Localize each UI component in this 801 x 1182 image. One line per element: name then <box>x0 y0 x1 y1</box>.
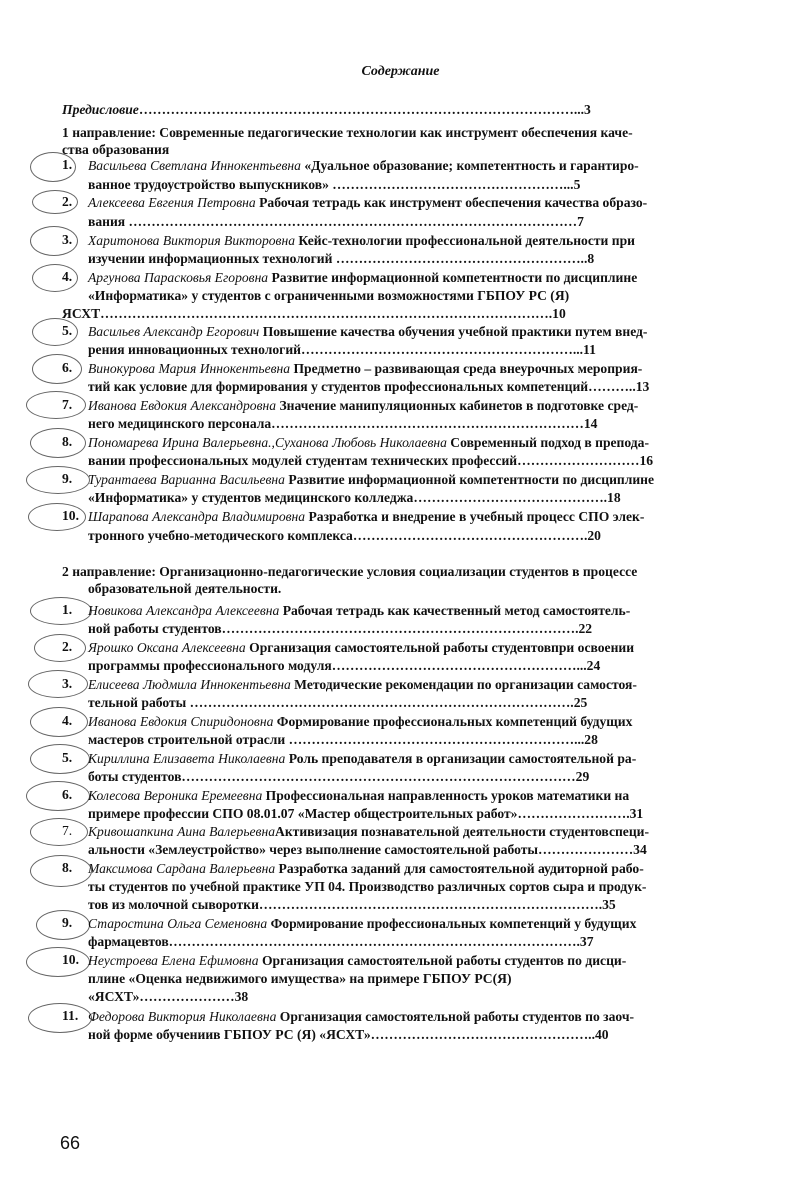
entry-title-l1: Организация самостоятельной работы студентов по дисци- <box>258 953 627 968</box>
entry-author: Шарапова Александра Владимировна <box>88 509 306 524</box>
entry-title-l1: Роль преподавателя в организации самостоятельной ра- <box>285 751 637 766</box>
entry-title-l2: альности «Землеустройство» через выполнение самостоятельной работы…………………34 <box>88 842 647 857</box>
entry-title-l1: Развитие информационной компетентности по дисциплине <box>268 270 638 285</box>
entry-author: Турантаева Варианна Васильевна <box>88 472 285 487</box>
toc-entry <box>88 471 654 488</box>
toc-entry <box>88 157 639 174</box>
toc-entry <box>88 676 637 693</box>
hand-drawn-circle <box>34 634 86 662</box>
hand-drawn-circle <box>26 466 90 494</box>
entry-title-l1: Развитие информационной компетентности по дисциплине <box>284 472 655 487</box>
item-number: 9. <box>62 915 73 930</box>
entry-author: Старостина Ольга Семеновна <box>88 916 268 931</box>
entry-title-l2: ванное трудоустройство выпускников» ……………………………………………...5 <box>88 177 581 192</box>
hand-drawn-circle <box>28 670 88 698</box>
entry-title-l1: Повышение качества обучения учебной практики путем внед- <box>259 324 648 339</box>
toc-entry <box>88 602 630 619</box>
item-number: 2. <box>62 194 73 209</box>
toc-entry <box>88 713 632 730</box>
entry-title-l2: тий как условие для формирования у студентов профессиональных компетенций………..13 <box>88 379 650 394</box>
toc-entry <box>88 397 638 414</box>
entry-title-l2: плине «Оценка недвижимого имущества» на примере ГБПОУ РС(Я) <box>88 971 512 986</box>
page-title: Содержание <box>361 64 440 79</box>
entry-title-l2: тронного учебно-методического комплекса…………………………………………….20 <box>88 528 601 543</box>
entry-title-l2: ной работы студентов…………………………………………………………………….22 <box>88 621 593 636</box>
entry-author: Иванова Евдокия Александровна <box>88 398 277 413</box>
entry-author: Иванова Евдокия Спиридоновна <box>88 714 274 729</box>
entry-author: Пономарева Ирина Валерьевна.,Суханова Любовь Николаевна <box>88 435 447 450</box>
item-number: 6. <box>62 787 73 802</box>
preface-dots: …………………………………………………………………………………… <box>138 102 574 117</box>
entry-title-l2: вании профессиональных модулей студентам технических профессий………………………16 <box>88 453 654 468</box>
item-number: 4. <box>62 713 73 728</box>
preface-line <box>62 101 591 118</box>
entry-title-l2: вания ………………………………………………………………………………………7 <box>88 214 584 229</box>
toc-entry <box>88 232 635 249</box>
entry-title-l1: Значение манипуляционных кабинетов в подготовке сред- <box>276 398 639 413</box>
hand-drawn-circle <box>30 707 88 737</box>
entry-title-l1: Методические рекомендации по организации самостоя- <box>290 677 637 692</box>
item-number: 3. <box>62 232 73 247</box>
entry-author: Васильев Александр Егорович <box>88 324 260 339</box>
entry-author: Неустроева Елена Ефимовна <box>88 953 259 968</box>
page-number: 66 <box>60 1133 81 1153</box>
preface-label: Предисловие <box>62 102 139 117</box>
entry-author: Винокурова Мария Иннокентьевна <box>88 361 291 376</box>
entry-title-l1: Предметно – развивающая среда внеурочных мероприя- <box>290 361 643 376</box>
entry-title-l3: «ЯСХТ»…………………38 <box>88 989 249 1004</box>
item-number: 5. <box>62 323 73 338</box>
entry-author: Федорова Виктория Николаевна <box>88 1009 277 1024</box>
entry-title-l1: Рабочая тетрадь как качественный метод самостоятель- <box>279 603 631 618</box>
toc-entry <box>88 1008 634 1025</box>
entry-author: Кириллина Елизавета Николаевна <box>88 751 286 766</box>
section2-heading-line1: 2 направление: Организационно-педагогические условия социализации студентов в процессе <box>62 564 638 579</box>
entry-title-l2: боты студентов……………………………………………………………………………29 <box>88 769 590 784</box>
entry-author: Елисеева Людмила Иннокентьевна <box>88 677 291 692</box>
entry-author: Новикова Александра Алексеевна <box>88 603 280 618</box>
entry-author: Васильева Светлана Иннокентьевна <box>88 158 301 173</box>
entry-title-l1: Активизация познавательной деятельности студентовспеци- <box>275 824 650 839</box>
entry-title-l2: мастеров строительной отрасли ………………………………………………………...28 <box>88 732 598 747</box>
hand-drawn-circle <box>30 818 88 846</box>
item-number: 8. <box>62 860 73 875</box>
toc-entry <box>88 860 644 877</box>
entry-author: Аргунова Парасковья Егоровна <box>88 270 269 285</box>
entry-title-l2: изучении информационных технологий ………………………………………………..8 <box>88 251 595 266</box>
hand-drawn-circle <box>30 744 90 774</box>
toc-entry <box>88 434 649 451</box>
entry-title-l1: Разработка заданий для самостоятельной аудиторной рабо- <box>275 861 644 876</box>
hand-drawn-circle <box>30 428 86 458</box>
entry-author: Ярошко Оксана Алексеевна <box>88 640 246 655</box>
item-number: 1. <box>62 157 73 172</box>
entry-author: Харитонова Виктория Викторовна <box>88 233 295 248</box>
entry-title-l1: Организация самостоятельной работы студентовпри освоении <box>245 640 635 655</box>
toc-entry <box>88 508 644 525</box>
toc-entry <box>88 823 649 840</box>
item-number: 10. <box>62 952 79 967</box>
entry-title-l2: него медицинского персонала……………………………………………………………14 <box>88 416 598 431</box>
entry-title-l1: «Дуальное образование; компетентность и гарантиро- <box>300 158 639 173</box>
item-number: 3. <box>62 676 73 691</box>
hand-drawn-circle <box>30 597 92 625</box>
item-number: 1. <box>62 602 73 617</box>
item-number: 2. <box>62 639 73 654</box>
entry-title-l2: фармацевтов……………………………………………………………………………….37 <box>88 934 594 949</box>
toc-entry <box>88 915 636 932</box>
item-number: 6. <box>62 360 73 375</box>
entry-title-l2: примере профессии СПО 08.01.07 «Мастер общестроительных работ»…………………….31 <box>88 806 644 821</box>
entry-title-l1: Кейс-технологии профессиональной деятельности при <box>295 233 636 248</box>
section1-heading-line2: ства образования <box>62 142 170 157</box>
section2-heading-line2: образовательной деятельности. <box>88 581 282 596</box>
entry-title-l1: Формирование профессиональных компетенций у будущих <box>267 916 637 931</box>
entry-author: Кривошапкина Аина Валерьевна <box>88 824 275 839</box>
item-number: 11. <box>62 1008 79 1023</box>
item-number: 7. <box>62 823 73 838</box>
hand-drawn-circle <box>30 855 92 887</box>
entry-title-l3: ЯСХТ……………………………………………………………………………………….10 <box>62 306 566 321</box>
entry-author: Максимова Сардана Валерьевна <box>88 861 276 876</box>
toc-entry <box>88 952 626 969</box>
item-number: 9. <box>62 471 73 486</box>
entry-title-l2: ты студентов по учебной практике УП 04. Производство различных сортов сыра и продук- <box>88 879 647 894</box>
item-number: 10. <box>62 508 79 523</box>
entry-author: Алексеева Евгения Петровна <box>88 195 256 210</box>
hand-drawn-circle <box>26 781 90 811</box>
entry-title-l1: Разработка и внедрение в учебный процесс СПО элек- <box>305 509 645 524</box>
toc-entry <box>88 269 637 286</box>
toc-entry <box>88 787 629 804</box>
item-number: 7. <box>62 397 73 412</box>
section1-heading-line1: 1 направление: Современные педагогические технологии как инструмент обеспечения каче- <box>62 125 633 140</box>
hand-drawn-circle <box>26 391 86 419</box>
entry-author: Колесова Вероника Еремеевна <box>88 788 263 803</box>
entry-title-l1: Формирование профессиональных компетенций будущих <box>273 714 633 729</box>
hand-drawn-circle <box>28 1003 92 1033</box>
toc-entry <box>88 323 647 340</box>
entry-title-l2: «Информатика» у студентов с ограниченными возможностями ГБПОУ РС (Я) <box>88 288 570 303</box>
toc-entry <box>88 639 634 656</box>
entry-title-l1: Организация самостоятельной работы студентов по заоч- <box>276 1009 635 1024</box>
entry-title-l3: тов из молочной сыворотки………………………………………………………………….35 <box>88 897 616 912</box>
entry-title-l1: Рабочая тетрадь как инструмент обеспечения качества образо- <box>255 195 648 210</box>
item-number: 8. <box>62 434 73 449</box>
toc-entry <box>88 194 647 211</box>
entry-title-l2: программы профессионального модуля………………………………………………...24 <box>88 658 601 673</box>
hand-drawn-circle <box>26 947 90 977</box>
toc-entry <box>88 750 636 767</box>
entry-title-l1: Профессиональная направленность уроков математики на <box>262 788 630 803</box>
entry-title-l1: Современный подход в препода- <box>446 435 649 450</box>
entry-title-l2: «Информатика» у студентов медицинского колледжа…………………………………….18 <box>88 490 621 505</box>
entry-title-l2: тельной работы ………………………………………………………………………….25 <box>88 695 588 710</box>
toc-entry <box>88 360 642 377</box>
preface-page: ...3 <box>573 102 591 117</box>
item-number: 5. <box>62 750 73 765</box>
item-number: 4. <box>62 269 73 284</box>
entry-title-l2: ной форме обучениив ГБПОУ РС (Я) «ЯСХТ»…………………………………………..40 <box>88 1027 609 1042</box>
hand-drawn-circle <box>32 354 82 384</box>
entry-title-l2: рения инновационных технологий……………………………………………………...11 <box>88 342 596 357</box>
